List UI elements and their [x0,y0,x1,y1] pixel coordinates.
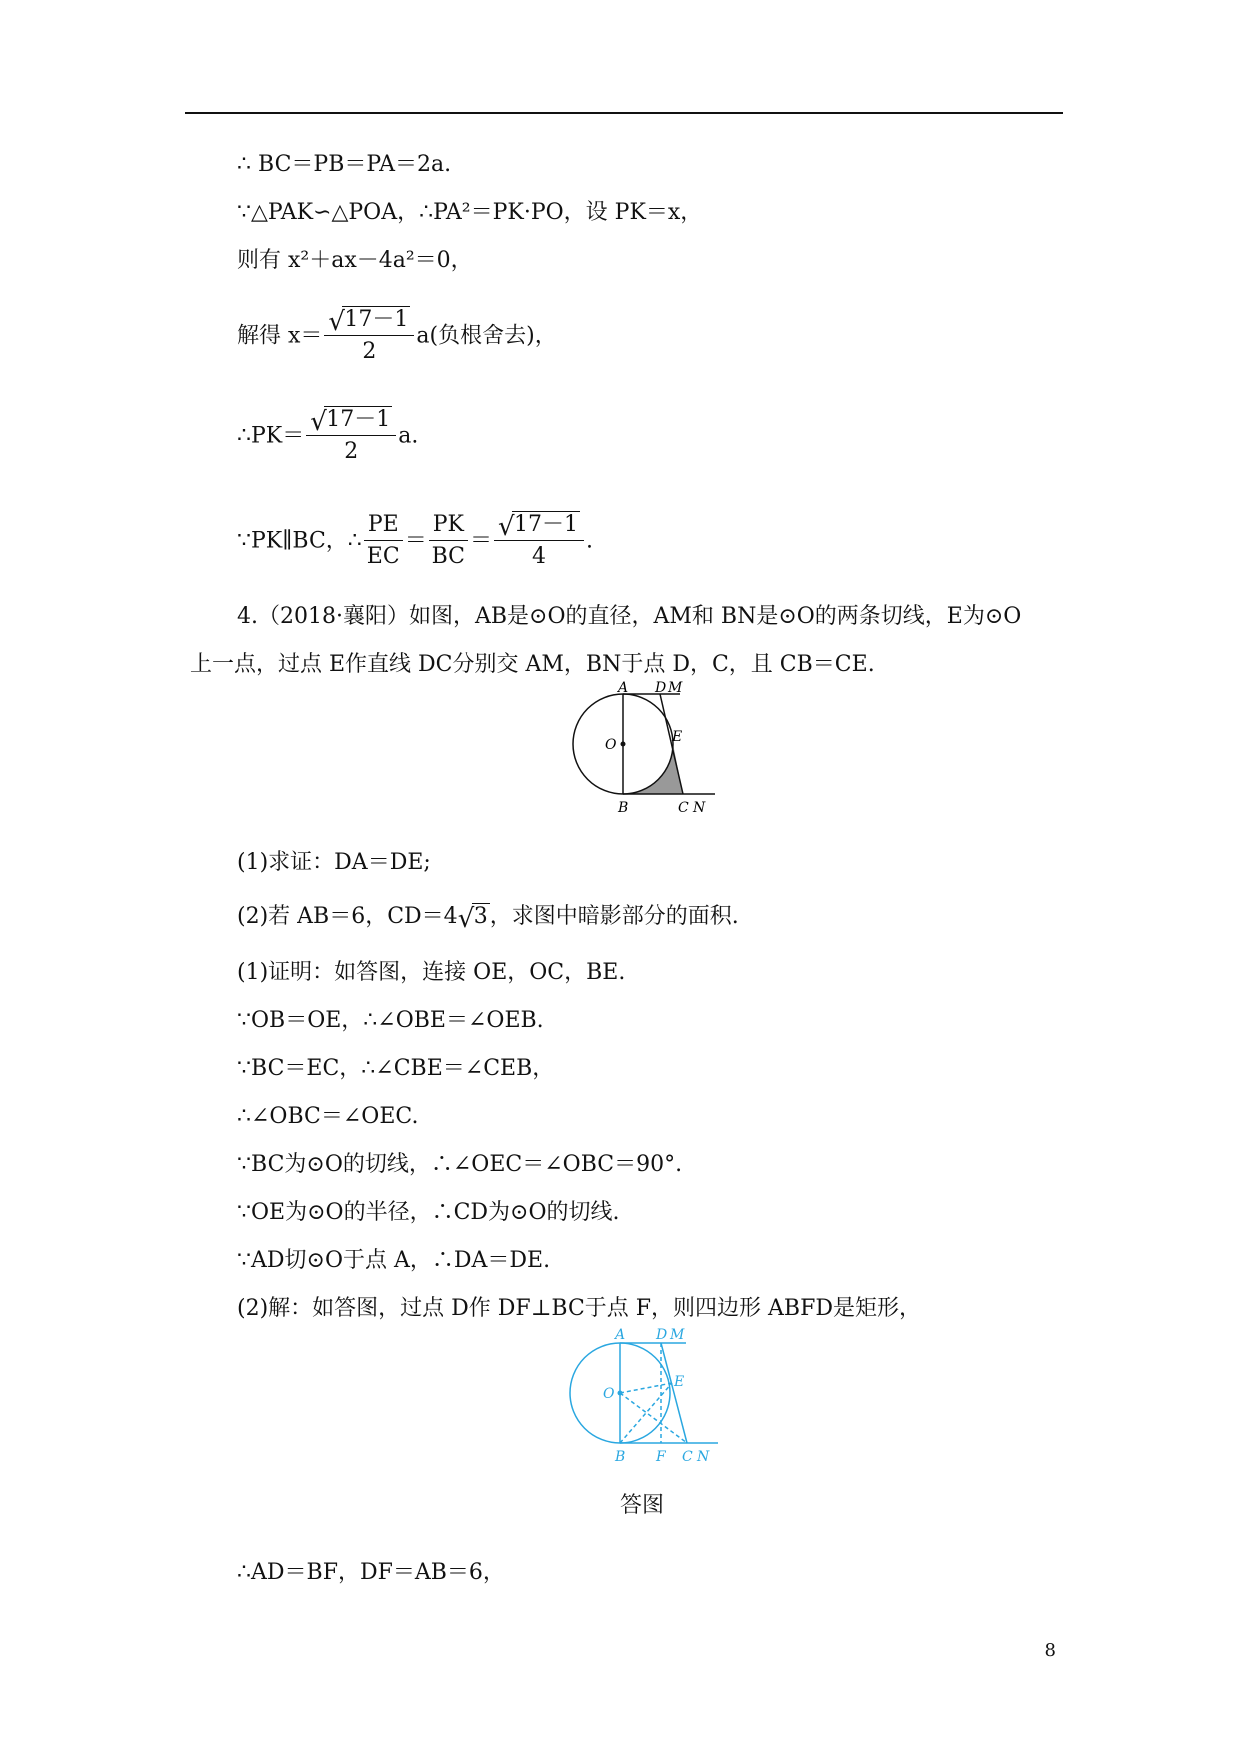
frac-den: 4 [531,544,546,569]
question-2-post: ，求图中暗影部分的面积. [489,904,739,929]
label-e: E [674,1374,685,1390]
equals: ＝ [404,528,427,554]
label-o: O [603,1386,615,1402]
frac-num: PK [429,510,468,541]
fraction: √ 17－1 4 [494,510,584,573]
line-5 [237,405,418,468]
question-2 [237,902,739,932]
fraction: √ 17－1 2 [324,305,414,368]
line-dc [661,1343,687,1443]
frac-den: 2 [344,439,359,464]
line-6 [237,510,593,573]
label-m: M [670,1327,685,1343]
frac-num: 17－1 [344,307,409,332]
figure-1 [560,680,720,835]
label-d: D [655,680,667,696]
label-b: B [618,800,629,816]
frac-den: BC [431,544,466,569]
line-1: ∴ BC＝PB＝PA＝2a. [237,152,452,177]
question-1: (1)求证：DA＝DE; [237,850,431,875]
page-number: 8 [1044,1640,1056,1661]
label-d: D [656,1327,668,1343]
solution-line-8: (2)解：如答图，过点 D作 DF⊥BC于点 F，则四边形 ABFD是矩形， [237,1296,921,1321]
equals: ＝ [469,528,492,554]
label-b: B [615,1449,626,1465]
frac-den: EC [366,544,400,569]
fraction [429,510,468,573]
line-3: 则有 x²＋ax－4a²＝0， [237,248,473,273]
line-6-post: . [585,528,593,554]
line-6-pre: ∵PK∥BC，∴ [237,528,362,554]
line-4 [237,305,557,368]
label-e: E [672,729,683,745]
fraction [364,510,403,573]
frac-num: 17－1 [326,407,391,432]
solution-line-6: ∵OE为⊙O的半径，∴CD为⊙O的切线. [237,1200,620,1225]
line-4-post: a(负根舍去)， [416,323,557,349]
solution-line-1: (1)证明：如答图，连接 OE，OC，BE. [237,960,626,985]
line-oe [620,1383,672,1393]
frac-num: 17－1 [513,512,578,537]
label-o: O [605,737,617,753]
frac-den: 2 [362,339,377,364]
label-a: A [615,1327,626,1343]
center-dot [621,742,626,747]
solution-line-2: ∵OB＝OE，∴∠OBE＝∠OEB. [237,1008,544,1033]
solution-line-3: ∵BC＝EC，∴∠CBE＝∠CEB， [237,1056,555,1081]
line-oc [620,1393,687,1443]
center-dot [618,1391,623,1396]
problem-4-line-1: 4.（2018·襄阳）如图，AB是⊙O的直径，AM和 BN是⊙O的两条切线，E为⊙O [237,604,1022,629]
header-rule [185,112,1063,114]
line-4-pre: 解得 x＝ [237,323,323,349]
label-n: N [697,1449,710,1465]
sqrt: √ 3 [457,904,488,934]
problem-4-line-2: 上一点，过点 E作直线 DC分别交 AM，BN于点 D，C，且 CB＝CE. [190,652,875,677]
figure-caption: 答图 [620,1493,665,1518]
radicand: 3 [473,904,488,929]
label-c: C [678,800,689,816]
solution-line-9: ∴AD＝BF，DF＝AB＝6， [237,1560,505,1585]
solution-line-5: ∵BC为⊙O的切线，∴∠OEC＝∠OBC＝90°. [237,1152,683,1177]
label-a: A [618,680,629,696]
question-2-pre: (2)若 AB＝6，CD＝4 [237,904,458,929]
shaded-region [623,744,683,794]
solution-line-7: ∵AD切⊙O于点 A，∴DA＝DE. [237,1248,551,1273]
label-f: F [656,1449,666,1465]
label-m: M [668,680,683,696]
line-5-post: a. [398,423,419,449]
label-c: C [682,1449,693,1465]
solution-line-4: ∴∠OBC＝∠OEC. [237,1104,419,1129]
line-2: ∵△PAK∽△POA，∴PA²＝PK·PO，设 PK＝x， [237,200,703,225]
fraction: √ 17－1 2 [306,405,396,468]
line-5-pre: ∴PK＝ [237,423,305,449]
label-n: N [693,800,706,816]
figure-2 [568,1326,728,1471]
frac-num: PE [364,510,403,541]
